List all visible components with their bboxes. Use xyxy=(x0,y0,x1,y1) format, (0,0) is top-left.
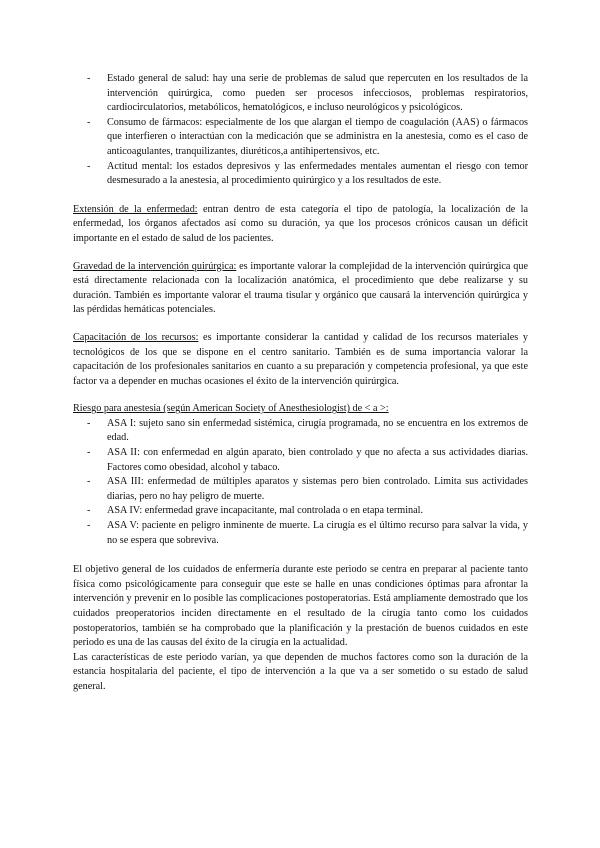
list-item: - ASA I: sujeto sano sin enfermedad sistémica, cirugía programada, no se encuentra en los extremos de edad. xyxy=(73,417,528,446)
list-item: - ASA V: paciente en peligro inminente de muerte. La cirugía es el último recurso para salvar la vida, y no se espera que sobreviva. xyxy=(73,519,528,548)
document-body xyxy=(73,72,528,695)
extension-heading: Extensión de la enfermedad: xyxy=(73,203,198,215)
list-item: - ASA III: enfermedad de múltiples aparatos y sistemas pero bien controlado. Limita sus actividades diarias, pero no hay peligro de muerte. xyxy=(73,475,528,504)
asa-list xyxy=(73,417,528,548)
objetivo-paragraph: El objetivo general de los cuidados de enfermería durante este periodo se centra en preparar al paciente tanto física como psicológicamente para conseguir que este se halle en unas condiciones óptimas para afrontar la intervención y prevenir en lo posible las complicaciones postoperatorias. Está ampliamente demostrado que los cuidados preoperatorios inciden directamente en el resultado de la cirugía tanto como los cuidados postoperatorios, también se ha comprobado que la planificación y la prestación de buenos cuidados en este periodo es una de las causas del éxito de la cirugía en la actualidad. xyxy=(73,564,528,649)
list-item: - Estado general de salud: hay una serie de problemas de salud que repercuten en los resultados de la intervención quirúrgica, como pueden ser procesos infecciosos, problemas respiratorios, cardiocirculatorios, metabólicos, hematológicos, e incluso neurológicos y psicológicos. xyxy=(73,72,528,116)
list-item: - Actitud mental: los estados depresivos y las enfermedades mentales aumentan el riesgo con temor desmesurado a la anestesia, al procedimiento quirúrgico y a los resultados de este. xyxy=(73,160,528,189)
gravedad-heading: Gravedad de la intervención quirúrgica: xyxy=(73,260,237,272)
list-item: - Consumo de fármacos: especialmente de los que alargan el tiempo de coagulación (AAS) o fármacos que interfieren o interactúan con la medicación que se administra en la anestesia, como es el caso de anticoagulantes, tranquilizantes, diuréticos,a antihipertensivos, etc. xyxy=(73,116,528,160)
capacitacion-heading: Capacitación de los recursos: xyxy=(73,331,199,343)
riesgo-heading-paragraph xyxy=(73,402,528,417)
list-item: - ASA IV: enfermedad grave incapacitante, mal controlada o en etapa terminal. xyxy=(73,504,528,519)
list-item: - ASA II: con enfermedad en algún aparato, bien controlado y que no afecta a sus actividades diarias. Factores como obesidad, alcohol y tabaco. xyxy=(73,446,528,475)
caracteristicas-paragraph: Las características de este periodo varían, ya que dependen de muchos factores como son la duración de la estancia hospitalaria del paciente, el tipo de intervención a la que va a ser sometido o su estado de salud general. xyxy=(73,651,528,692)
gravedad-text: es importante valorar la complejidad de la intervención quirúrgica que está directamente relacionada con la localización anatómica, el procedimiento que debe realizarse y su duración. También es importante valorar el trauma tisular y orgánico que causará la intervención quirúrgica y las pérdidas hemáticas potenciales. xyxy=(73,260,528,316)
extension-text: entran dentro de esta categoría el tipo de patología, la localización de la enfermedad, los órganos afectados así como su duración, ya que los procesos crónicos causan un déficit importante en el estado de salud de los pacientes. xyxy=(73,203,528,244)
health-factors-list xyxy=(73,72,528,189)
extension-paragraph xyxy=(73,203,528,247)
riesgo-heading: Riesgo para anestesia (según American Society of Anesthesiologist) de < a >: xyxy=(73,403,389,415)
capacitacion-paragraph xyxy=(73,331,528,389)
capacitacion-text: es importante considerar la cantidad y calidad de los recursos materiales y tecnológicos de los que se dispone en el centro sanitario. También es de suma importancia valorar la capacitación de los profesionales sanitarios en cuanto a su preparación y competencia profesional, ya que este factor va a depender en muchas ocasiones el éxito de la intervención quirúrgica. xyxy=(73,331,528,387)
gravedad-paragraph xyxy=(73,260,528,318)
